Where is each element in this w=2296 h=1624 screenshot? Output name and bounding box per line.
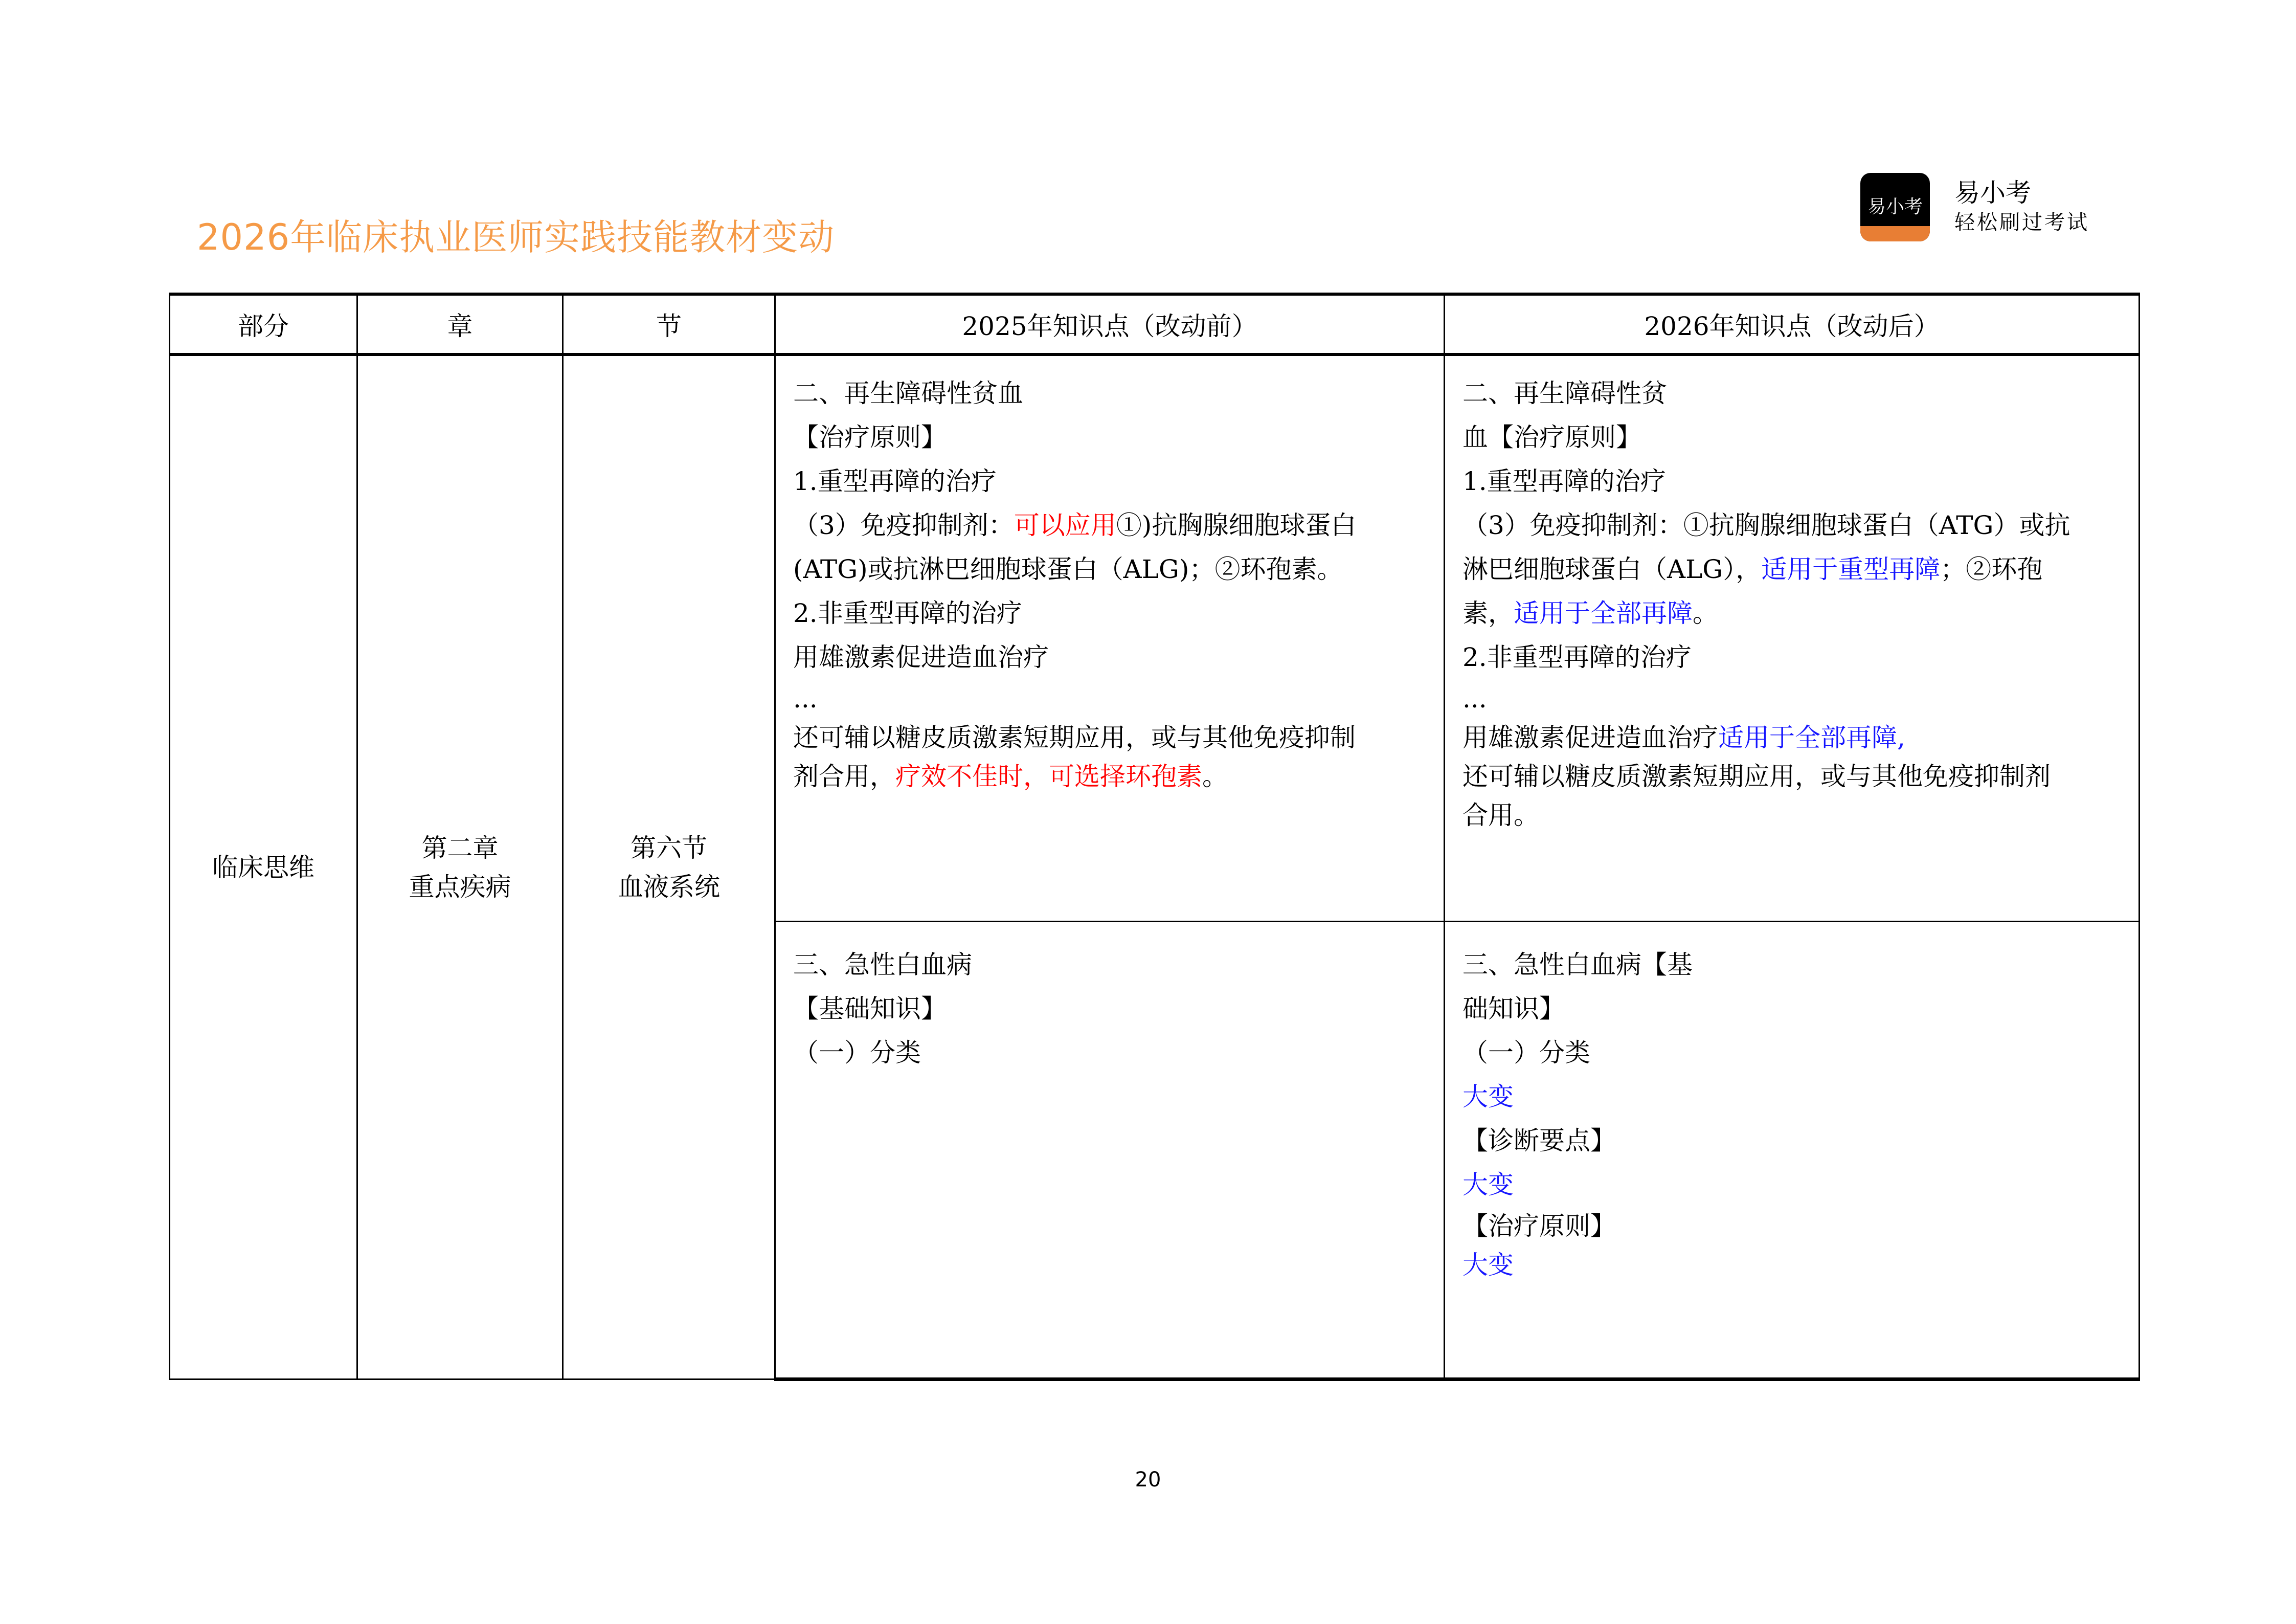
- text-line: 还可辅以糖皮质激素短期应用，或与其他免疫抑制剂: [1462, 762, 2051, 791]
- text-line: 1.重型再障的治疗: [1462, 466, 1666, 496]
- section-cell: [563, 354, 775, 1380]
- brand-logo: [1860, 173, 2089, 241]
- text-line: 1.重型再障的治疗: [793, 466, 997, 496]
- part-cell: [170, 354, 357, 1380]
- text-line: 合用。: [1462, 800, 1539, 830]
- chapter-cell: [357, 354, 563, 1380]
- brand-slogan: 轻松刷过考试: [1954, 211, 2089, 234]
- text-line: （3）免疫抑制剂：①抗胸腺细胞球蛋白（ATG）或抗: [1462, 510, 2070, 540]
- text-segment: 素，: [1462, 598, 1514, 628]
- added-text: 大变: [1462, 1082, 1514, 1111]
- col-header-section: 节: [563, 294, 775, 354]
- part-label: 临床思维: [212, 852, 314, 882]
- text-line: [1462, 718, 2121, 757]
- text-segment: 用雄激素促进造血治疗: [1462, 723, 1718, 752]
- ellipsis: ...: [793, 684, 818, 714]
- app-icon: [1860, 173, 1930, 241]
- text-line: 【治疗原则】: [1462, 1211, 1616, 1241]
- text-line: 二、再生障碍性贫: [1462, 379, 1667, 408]
- text-segment: 淋巴细胞球蛋白（ALG），: [1462, 554, 1762, 584]
- text-line: 2.非重型再障的治疗: [1462, 642, 1692, 672]
- text-line: 还可辅以糖皮质激素短期应用，或与其他免疫抑制: [793, 723, 1356, 752]
- text-line: 2.非重型再障的治疗: [793, 598, 1022, 628]
- text-line: 用雄激素促进造血治疗: [793, 642, 1049, 672]
- text-segment: ；②环孢: [1940, 554, 2043, 584]
- col-header-before: 2025年知识点（改动前）: [775, 294, 1445, 354]
- added-text: 适用于重型再障: [1761, 554, 1941, 584]
- ellipsis: ...: [1462, 684, 1487, 714]
- text-line: 血【治疗原则】: [1462, 422, 1641, 452]
- added-text: 适用于全部再障,: [1718, 723, 1905, 752]
- before-cell-aplastic-anemia: [775, 354, 1445, 922]
- after-cell-aplastic-anemia: [1445, 354, 2140, 922]
- text-line: 础知识】: [1462, 994, 1565, 1024]
- text-line: （一）分类: [1462, 1038, 1590, 1067]
- text-line: [1462, 547, 2121, 591]
- text-line: [793, 757, 1426, 796]
- text-segment: （3）免疫抑制剂：: [793, 510, 1014, 540]
- page-number: 20: [1135, 1468, 1161, 1492]
- text-segment: 。: [1693, 598, 1718, 628]
- app-icon-label: 易小考: [1867, 196, 1923, 217]
- app-icon-stripe: [1860, 226, 1930, 241]
- col-header-after: 2026年知识点（改动后）: [1445, 294, 2140, 354]
- text-line: 【基础知识】: [793, 994, 947, 1024]
- text-line: (ATG)或抗淋巴细胞球蛋白（ALG)；②环孢素。: [793, 554, 1343, 584]
- chapter-title: 重点疾病: [409, 872, 511, 902]
- added-text: 适用于全部再障: [1514, 598, 1693, 628]
- before-cell-acute-leukemia: [775, 922, 1445, 1380]
- section-number: 第六节: [631, 833, 707, 863]
- text-line: [1462, 591, 2121, 635]
- text-line: 三、急性白血病【基: [1462, 950, 1693, 980]
- added-text: 大变: [1462, 1170, 1514, 1199]
- removed-text: 疗效不佳时，可选择环孢素: [895, 762, 1202, 791]
- text-segment: 剂合用，: [793, 762, 895, 791]
- text-line: （一）分类: [793, 1038, 921, 1067]
- col-header-chapter: 章: [357, 294, 563, 354]
- text-line: [793, 503, 1426, 547]
- changes-table: [169, 293, 2140, 1381]
- added-text: 大变: [1462, 1250, 1514, 1280]
- text-line: 三、急性白血病: [793, 950, 972, 980]
- table-header-row: [170, 294, 2140, 354]
- removed-text: 可以应用: [1014, 510, 1116, 540]
- chapter-number: 第二章: [421, 833, 499, 863]
- after-cell-acute-leukemia: [1445, 922, 2140, 1380]
- col-header-part: 部分: [170, 294, 357, 354]
- section-title: 血液系统: [618, 872, 720, 902]
- text-line: 【诊断要点】: [1462, 1126, 1616, 1155]
- text-line: 二、再生障碍性贫血: [793, 379, 1023, 408]
- document-title: 2026年临床执业医师实践技能教材变动: [197, 216, 835, 258]
- text-segment: ①)抗胸腺细胞球蛋白: [1116, 510, 1357, 540]
- text-segment: 。: [1202, 762, 1228, 791]
- text-line: 【治疗原则】: [793, 422, 947, 452]
- table-row: [170, 354, 2140, 922]
- brand-name: 易小考: [1954, 178, 2031, 208]
